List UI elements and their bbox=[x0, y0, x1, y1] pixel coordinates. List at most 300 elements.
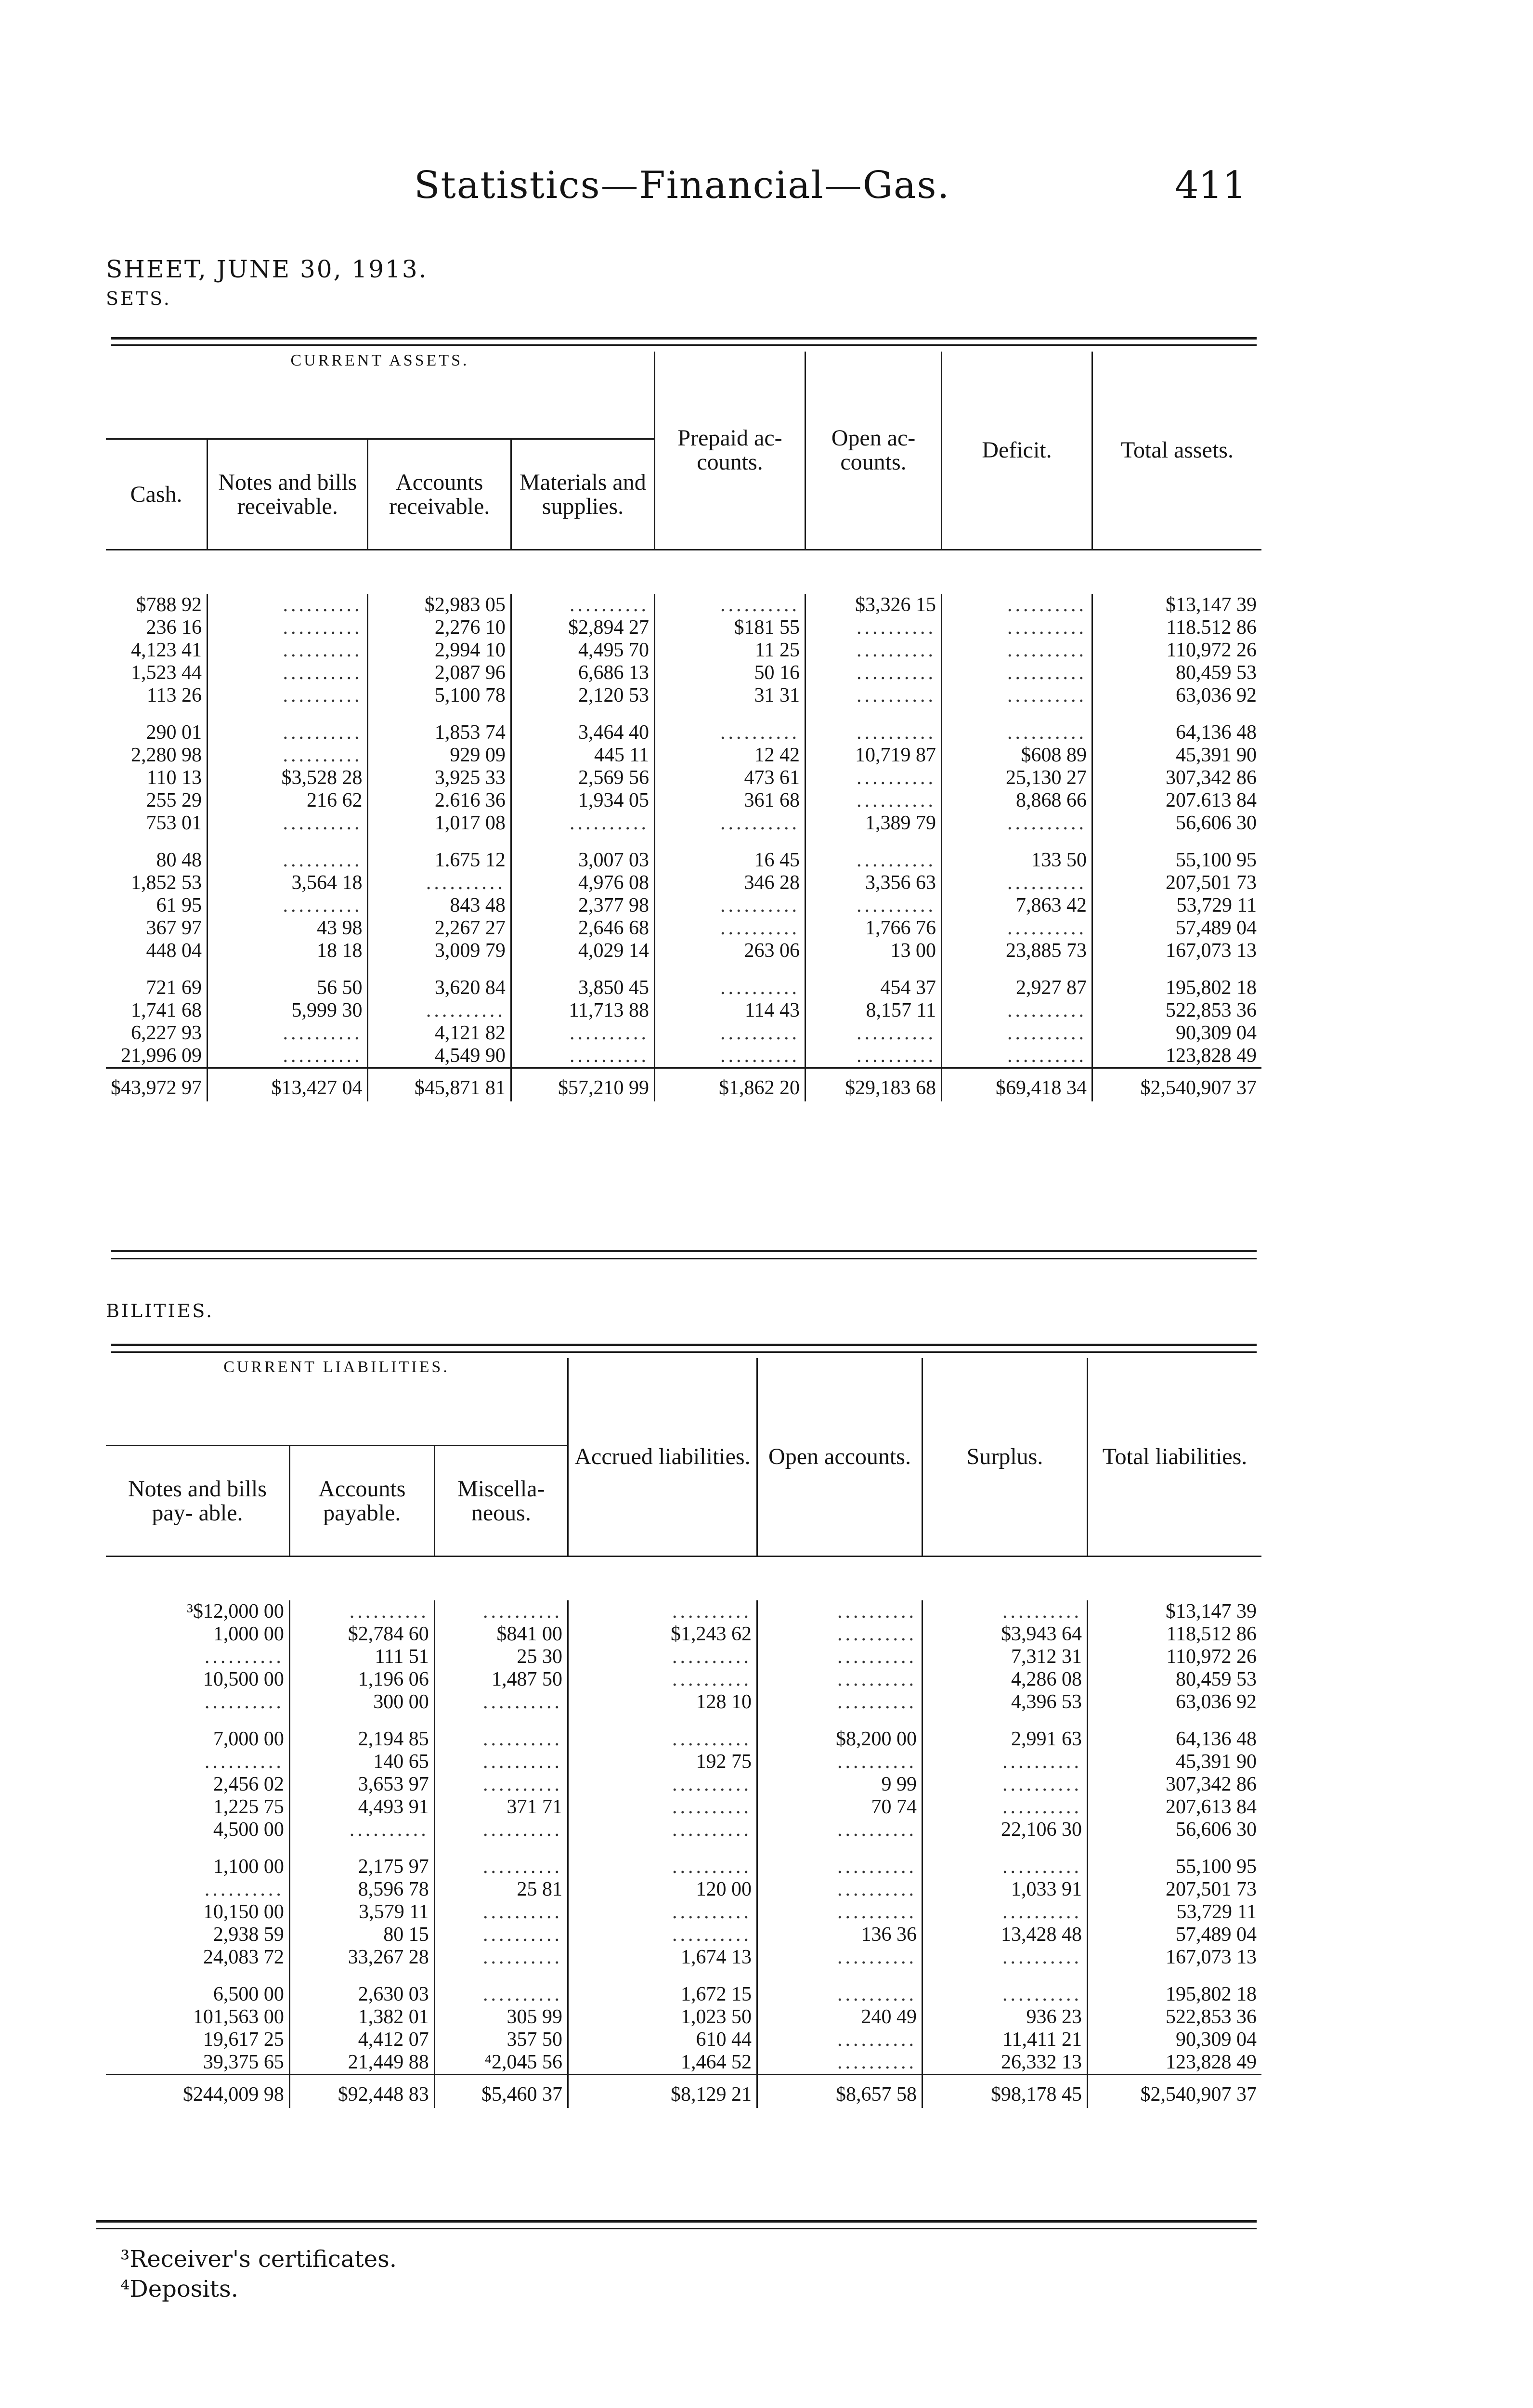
table-cell: 3,464 40 bbox=[511, 707, 654, 744]
table-cell: .......... bbox=[368, 999, 511, 1022]
table-cell: 10,719 87 bbox=[805, 744, 942, 767]
table-cell: 4,549 90 bbox=[368, 1045, 511, 1068]
table-cell: 753 01 bbox=[146, 812, 202, 834]
table-cell: 120 00 bbox=[568, 1878, 757, 1901]
table-cell: 3,564 18 bbox=[208, 872, 368, 894]
table-cell: 4,500 00 bbox=[213, 1819, 284, 1841]
table-cell: .......... bbox=[511, 594, 654, 616]
table-cell: 1,741 68 bbox=[131, 999, 202, 1021]
table-cell: 3,009 79 bbox=[368, 940, 511, 962]
table-row bbox=[106, 707, 1261, 744]
table-cell: 57,489 04 bbox=[1088, 1924, 1262, 1946]
liabilities-column-header: Notes and bills pay- able. bbox=[128, 1476, 267, 1526]
table-row bbox=[106, 872, 1261, 894]
page-number: 411 bbox=[1175, 164, 1247, 207]
table-cell: 4,123 41 bbox=[131, 639, 202, 661]
table-cell: $13,147 39 bbox=[1092, 594, 1262, 616]
table-cell: 371 71 bbox=[434, 1796, 568, 1819]
table-cell: 70 74 bbox=[757, 1796, 922, 1819]
table-cell: 263 06 bbox=[655, 940, 805, 962]
liabilities-top-rule bbox=[111, 1344, 1257, 1346]
table-cell: .......... bbox=[568, 1646, 757, 1668]
table-cell: 1,934 05 bbox=[511, 789, 654, 812]
table-cell: 2,377 98 bbox=[511, 894, 654, 917]
table-cell: 522,853 36 bbox=[1092, 999, 1262, 1022]
table-cell: 361 68 bbox=[655, 789, 805, 812]
total-cell: $244,009 98 bbox=[106, 2075, 289, 2108]
assets-top-rule-2 bbox=[111, 344, 1257, 346]
table-row bbox=[106, 1796, 1261, 1819]
table-cell: 123,828 49 bbox=[1088, 2051, 1262, 2075]
table-row bbox=[106, 594, 1261, 616]
total-cell: $57,210 99 bbox=[511, 1068, 654, 1102]
table-cell: 80,459 53 bbox=[1092, 662, 1262, 684]
table-cell: .......... bbox=[922, 1600, 1088, 1623]
table-cell: 2,267 27 bbox=[368, 917, 511, 940]
table-cell: 63,036 92 bbox=[1088, 1691, 1262, 1714]
table-cell: .......... bbox=[204, 1751, 284, 1773]
table-cell: 39,375 65 bbox=[203, 2051, 284, 2073]
table-cell: 25 30 bbox=[434, 1646, 568, 1668]
table-cell: 1,000 00 bbox=[213, 1623, 284, 1645]
table-cell: 118,512 86 bbox=[1088, 1623, 1262, 1646]
table-cell: 8,157 11 bbox=[805, 999, 942, 1022]
table-cell: 2,194 85 bbox=[289, 1714, 434, 1751]
table-cell: .......... bbox=[655, 812, 805, 835]
table-cell: $2,894 27 bbox=[511, 616, 654, 639]
table-cell: 56,606 30 bbox=[1092, 812, 1262, 835]
liabilities-bottom-rule bbox=[96, 2220, 1257, 2223]
table-row bbox=[106, 812, 1261, 835]
table-cell: 929 09 bbox=[368, 744, 511, 767]
assets-column-header: Deficit. bbox=[942, 352, 1092, 550]
table-cell: 55,100 95 bbox=[1088, 1841, 1262, 1878]
assets-column-header: Total assets. bbox=[1092, 352, 1262, 550]
table-row bbox=[106, 1691, 1261, 1714]
table-cell: 207.613 84 bbox=[1092, 789, 1262, 812]
table-cell: .......... bbox=[942, 662, 1092, 684]
table-cell: 5,100 78 bbox=[368, 684, 511, 707]
table-row bbox=[106, 1773, 1261, 1796]
assets-top-rule bbox=[111, 337, 1257, 340]
table-cell: .......... bbox=[757, 1623, 922, 1646]
table-cell: 2,120 53 bbox=[511, 684, 654, 707]
table-cell: 1,523 44 bbox=[131, 662, 202, 684]
table-cell: 195,802 18 bbox=[1088, 1969, 1262, 2006]
table-cell: 23,885 73 bbox=[942, 940, 1092, 962]
table-cell: 53,729 11 bbox=[1088, 1901, 1262, 1924]
table-cell: 1,674 13 bbox=[568, 1946, 757, 1969]
table-cell: .......... bbox=[204, 1878, 284, 1900]
table-cell: .......... bbox=[942, 999, 1092, 1022]
table-cell: $8,200 00 bbox=[757, 1714, 922, 1751]
table-cell: .......... bbox=[208, 616, 368, 639]
table-cell: 1,382 01 bbox=[289, 2006, 434, 2028]
table-cell: .......... bbox=[655, 894, 805, 917]
table-row bbox=[106, 1969, 1261, 2006]
table-cell: 11,713 88 bbox=[511, 999, 654, 1022]
table-cell: 195,802 18 bbox=[1092, 962, 1262, 999]
table-cell: 16 45 bbox=[655, 835, 805, 872]
table-cell: 4,121 82 bbox=[368, 1022, 511, 1045]
total-cell: $5,460 37 bbox=[434, 2075, 568, 2108]
table-cell: $13,147 39 bbox=[1088, 1600, 1262, 1623]
table-cell: 26,332 13 bbox=[922, 2051, 1088, 2075]
table-cell: 2,276 10 bbox=[368, 616, 511, 639]
table-cell: .......... bbox=[805, 835, 942, 872]
table-cell: 113 26 bbox=[147, 684, 202, 707]
table-cell: .......... bbox=[805, 639, 942, 662]
table-cell: .......... bbox=[757, 1878, 922, 1901]
table-cell: $1,243 62 bbox=[568, 1623, 757, 1646]
table-cell: 4,976 08 bbox=[511, 872, 654, 894]
total-cell: $1,862 20 bbox=[655, 1068, 805, 1102]
table-cell: 90,309 04 bbox=[1088, 2028, 1262, 2051]
table-cell: 3,620 84 bbox=[368, 962, 511, 999]
table-cell: 80,459 53 bbox=[1088, 1668, 1262, 1691]
table-cell: 6,227 93 bbox=[131, 1022, 202, 1044]
table-cell: .......... bbox=[208, 744, 368, 767]
table-cell: $181 55 bbox=[655, 616, 805, 639]
running-head: Statistics—Financial—Gas. bbox=[414, 164, 950, 207]
table-cell: 2,927 87 bbox=[942, 962, 1092, 999]
table-row bbox=[106, 1045, 1261, 1068]
assets-column-header: Materials and supplies. bbox=[511, 439, 654, 550]
table-cell: .......... bbox=[434, 1901, 568, 1924]
table-cell: .......... bbox=[434, 1691, 568, 1714]
table-cell: 357 50 bbox=[434, 2028, 568, 2051]
table-cell: .......... bbox=[568, 1668, 757, 1691]
table-cell: 43 98 bbox=[208, 917, 368, 940]
table-cell: .......... bbox=[434, 1841, 568, 1878]
table-cell: 454 37 bbox=[805, 962, 942, 999]
table-cell: 57,489 04 bbox=[1092, 917, 1262, 940]
table-cell: 3,850 45 bbox=[511, 962, 654, 999]
table-cell: 2,991 63 bbox=[922, 1714, 1088, 1751]
table-cell: .......... bbox=[757, 1751, 922, 1773]
total-cell: $13,427 04 bbox=[208, 1068, 368, 1102]
table-cell: 216 62 bbox=[208, 789, 368, 812]
total-cell: $98,178 45 bbox=[922, 2075, 1088, 2108]
table-row bbox=[106, 789, 1261, 812]
table-cell: .......... bbox=[208, 1022, 368, 1045]
table-cell: .......... bbox=[511, 1022, 654, 1045]
table-row bbox=[106, 1819, 1261, 1841]
table-cell: $788 92 bbox=[136, 594, 202, 616]
table-cell: .......... bbox=[942, 594, 1092, 616]
footnote-receivers-certificates: ³Receiver's certificates. bbox=[120, 2246, 397, 2273]
liabilities-column-header: Total liabilities. bbox=[1088, 1358, 1262, 1557]
table-cell: 4,029 14 bbox=[511, 940, 654, 962]
table-cell: .......... bbox=[655, 962, 805, 999]
table-cell: 445 11 bbox=[511, 744, 654, 767]
table-row bbox=[106, 767, 1261, 789]
table-cell: .......... bbox=[434, 1600, 568, 1623]
table-cell: .......... bbox=[922, 1796, 1088, 1819]
table-cell: 4,495 70 bbox=[511, 639, 654, 662]
table-row bbox=[106, 639, 1261, 662]
total-cell: $92,448 83 bbox=[289, 2075, 434, 2108]
assets-column-header: Notes and bills receivable. bbox=[208, 439, 368, 550]
table-cell: 1,672 15 bbox=[568, 1969, 757, 2006]
table-cell: .......... bbox=[655, 1022, 805, 1045]
table-cell: 10,500 00 bbox=[203, 1668, 284, 1690]
table-cell: 2.616 36 bbox=[368, 789, 511, 812]
table-cell: .......... bbox=[655, 917, 805, 940]
table-cell: 6,500 00 bbox=[213, 1983, 284, 2005]
table-cell: 207,501 73 bbox=[1092, 872, 1262, 894]
table-cell: 2,087 96 bbox=[368, 662, 511, 684]
liabilities-column-header: Accounts payable. bbox=[289, 1446, 434, 1557]
table-row bbox=[106, 1946, 1261, 1969]
table-cell: 4,493 91 bbox=[289, 1796, 434, 1819]
table-cell: 4,396 53 bbox=[922, 1691, 1088, 1714]
table-cell: 3,007 03 bbox=[511, 835, 654, 872]
table-cell: .......... bbox=[208, 1045, 368, 1068]
table-cell: .......... bbox=[757, 1819, 922, 1841]
table-cell: 140 65 bbox=[289, 1751, 434, 1773]
table-cell: .......... bbox=[208, 639, 368, 662]
table-cell: 25,130 27 bbox=[942, 767, 1092, 789]
table-cell: 3,579 11 bbox=[289, 1901, 434, 1924]
table-cell: 64,136 48 bbox=[1088, 1714, 1262, 1751]
table-cell: 1,389 79 bbox=[805, 812, 942, 835]
table-cell: 6,686 13 bbox=[511, 662, 654, 684]
table-cell: .......... bbox=[942, 812, 1092, 835]
table-cell: .......... bbox=[204, 1646, 284, 1668]
table-cell: .......... bbox=[568, 1796, 757, 1819]
table-row bbox=[106, 1878, 1261, 1901]
table-cell: .......... bbox=[208, 835, 368, 872]
table-cell: .......... bbox=[757, 1646, 922, 1668]
assets-table bbox=[106, 352, 1261, 1101]
table-cell: .......... bbox=[942, 872, 1092, 894]
table-cell: .......... bbox=[757, 2028, 922, 2051]
table-cell: 1,100 00 bbox=[213, 1856, 284, 1878]
table-cell: 118.512 86 bbox=[1092, 616, 1262, 639]
liabilities-bottom-rule-2 bbox=[96, 2228, 1257, 2229]
table-cell: 80 48 bbox=[156, 849, 202, 871]
table-cell: 21,449 88 bbox=[289, 2051, 434, 2075]
table-cell: $608 89 bbox=[942, 744, 1092, 767]
table-cell: 255 29 bbox=[146, 789, 202, 811]
table-cell: 721 69 bbox=[146, 977, 202, 999]
table-row bbox=[106, 1600, 1261, 1623]
table-cell: .......... bbox=[942, 616, 1092, 639]
footnotes bbox=[120, 2244, 397, 2304]
total-cell: $29,183 68 bbox=[805, 1068, 942, 1102]
table-cell: $2,784 60 bbox=[289, 1623, 434, 1646]
table-cell: .......... bbox=[757, 1969, 922, 2006]
table-cell: .......... bbox=[208, 707, 368, 744]
liabilities-column-header: Open accounts. bbox=[757, 1358, 922, 1557]
table-cell: .......... bbox=[922, 1901, 1088, 1924]
table-cell: .......... bbox=[655, 594, 805, 616]
table-cell: 136 36 bbox=[757, 1924, 922, 1946]
table-cell: 307,342 86 bbox=[1088, 1773, 1262, 1796]
table-cell: 31 31 bbox=[655, 684, 805, 707]
table-cell: 21,996 09 bbox=[121, 1045, 202, 1067]
table-cell: 80 15 bbox=[289, 1924, 434, 1946]
table-cell: .......... bbox=[942, 917, 1092, 940]
total-cell: $2,540,907 37 bbox=[1092, 1068, 1262, 1102]
table-cell: .......... bbox=[511, 1045, 654, 1068]
table-cell: 1,464 52 bbox=[568, 2051, 757, 2075]
table-cell: 167,073 13 bbox=[1088, 1946, 1262, 1969]
table-cell: 240 49 bbox=[757, 2006, 922, 2028]
table-cell: 50 16 bbox=[655, 662, 805, 684]
table-cell: .......... bbox=[434, 1946, 568, 1969]
table-cell: .......... bbox=[434, 1924, 568, 1946]
table-cell: 2,994 10 bbox=[368, 639, 511, 662]
table-row bbox=[106, 1924, 1261, 1946]
table-cell: 1,487 50 bbox=[434, 1668, 568, 1691]
total-cell: $2,540,907 37 bbox=[1088, 2075, 1262, 2108]
table-cell: 300 00 bbox=[289, 1691, 434, 1714]
liabilities-heading: BILITIES. bbox=[106, 1300, 214, 1322]
table-cell: 290 01 bbox=[146, 721, 202, 744]
table-cell: .......... bbox=[805, 894, 942, 917]
totals-row bbox=[106, 1068, 1261, 1102]
assets-column-header: Open ac- counts. bbox=[805, 352, 942, 550]
table-cell: 1.675 12 bbox=[368, 835, 511, 872]
table-row bbox=[106, 1022, 1261, 1045]
table-cell: 11,411 21 bbox=[922, 2028, 1088, 2051]
table-cell: 45,391 90 bbox=[1088, 1751, 1262, 1773]
table-cell: 192 75 bbox=[568, 1751, 757, 1773]
table-cell: .......... bbox=[757, 1668, 922, 1691]
table-cell: .......... bbox=[942, 707, 1092, 744]
table-cell: 522,853 36 bbox=[1088, 2006, 1262, 2028]
table-cell: 7,000 00 bbox=[213, 1728, 284, 1750]
table-cell: 8,868 66 bbox=[942, 789, 1092, 812]
table-cell: 9 99 bbox=[757, 1773, 922, 1796]
table-cell: .......... bbox=[568, 1841, 757, 1878]
table-cell: .......... bbox=[204, 1691, 284, 1713]
table-cell: 1,033 91 bbox=[922, 1878, 1088, 1901]
table-cell: 11 25 bbox=[655, 639, 805, 662]
table-cell: .......... bbox=[805, 684, 942, 707]
assets-heading: SETS. bbox=[106, 288, 171, 309]
table-cell: 307,342 86 bbox=[1092, 767, 1262, 789]
table-cell: .......... bbox=[922, 1751, 1088, 1773]
assets-group-header: CURRENT ASSETS. bbox=[106, 352, 655, 439]
table-cell: 45,391 90 bbox=[1092, 744, 1262, 767]
table-cell: 24,083 72 bbox=[203, 1946, 284, 1968]
table-cell: .......... bbox=[757, 1841, 922, 1878]
liabilities-group-header: CURRENT LIABILITIES. bbox=[106, 1358, 568, 1446]
table-cell: 13 00 bbox=[805, 940, 942, 962]
table-row bbox=[106, 662, 1261, 684]
table-cell: .......... bbox=[568, 1901, 757, 1924]
table-cell: 2,630 03 bbox=[289, 1969, 434, 2006]
table-cell: 473 61 bbox=[655, 767, 805, 789]
table-cell: $3,528 28 bbox=[208, 767, 368, 789]
table-cell: .......... bbox=[922, 1841, 1088, 1878]
total-cell: $45,871 81 bbox=[368, 1068, 511, 1102]
table-cell: .......... bbox=[805, 789, 942, 812]
table-cell: ³$12,000 00 bbox=[187, 1600, 284, 1623]
table-cell: .......... bbox=[208, 662, 368, 684]
table-cell: .......... bbox=[805, 707, 942, 744]
table-cell: $2,983 05 bbox=[368, 594, 511, 616]
table-cell: 236 16 bbox=[146, 616, 202, 639]
table-cell: 128 10 bbox=[568, 1691, 757, 1714]
table-row bbox=[106, 940, 1261, 962]
table-cell: 448 04 bbox=[146, 940, 202, 962]
table-cell: 1,853 74 bbox=[368, 707, 511, 744]
table-row bbox=[106, 1901, 1261, 1924]
table-row bbox=[106, 894, 1261, 917]
table-cell: 1,766 76 bbox=[805, 917, 942, 940]
total-cell: $8,129 21 bbox=[568, 2075, 757, 2108]
table-cell: .......... bbox=[655, 707, 805, 744]
table-cell: .......... bbox=[289, 1600, 434, 1623]
table-cell: 3,653 97 bbox=[289, 1773, 434, 1796]
assets-bottom-rule-2 bbox=[111, 1258, 1257, 1259]
table-row bbox=[106, 744, 1261, 767]
table-cell: 1,225 75 bbox=[213, 1796, 284, 1818]
table-cell: .......... bbox=[568, 1773, 757, 1796]
table-cell: .......... bbox=[208, 894, 368, 917]
table-cell: .......... bbox=[655, 1045, 805, 1068]
table-cell: 61 95 bbox=[156, 894, 202, 916]
table-cell: 2,175 97 bbox=[289, 1841, 434, 1878]
table-cell: .......... bbox=[922, 1946, 1088, 1969]
table-row bbox=[106, 1841, 1261, 1878]
table-cell: .......... bbox=[805, 662, 942, 684]
liabilities-table bbox=[106, 1358, 1261, 2108]
table-cell: 22,106 30 bbox=[922, 1819, 1088, 1841]
table-row bbox=[106, 2028, 1261, 2051]
table-cell: .......... bbox=[208, 684, 368, 707]
table-cell: 4,412 07 bbox=[289, 2028, 434, 2051]
table-row bbox=[106, 1646, 1261, 1668]
table-cell: 7,863 42 bbox=[942, 894, 1092, 917]
table-cell: 19,617 25 bbox=[203, 2028, 284, 2051]
table-cell: 367 97 bbox=[146, 917, 202, 939]
table-row bbox=[106, 2006, 1261, 2028]
table-cell: 13,428 48 bbox=[922, 1924, 1088, 1946]
table-cell: .......... bbox=[805, 1022, 942, 1045]
table-cell: .......... bbox=[208, 812, 368, 835]
table-cell: 1,852 53 bbox=[131, 872, 202, 894]
table-row bbox=[106, 2051, 1261, 2075]
table-cell: .......... bbox=[757, 1946, 922, 1969]
table-cell: .......... bbox=[568, 1819, 757, 1841]
table-cell: 56,606 30 bbox=[1088, 1819, 1262, 1841]
table-cell: 7,312 31 bbox=[922, 1646, 1088, 1668]
table-cell: 4,286 08 bbox=[922, 1668, 1088, 1691]
table-cell: .......... bbox=[942, 1022, 1092, 1045]
table-cell: .......... bbox=[434, 1969, 568, 2006]
table-cell: .......... bbox=[942, 1045, 1092, 1068]
table-cell: 610 44 bbox=[568, 2028, 757, 2051]
table-cell: 10,150 00 bbox=[203, 1901, 284, 1923]
table-cell: 207,501 73 bbox=[1088, 1878, 1262, 1901]
table-cell: .......... bbox=[289, 1819, 434, 1841]
table-cell: 64,136 48 bbox=[1092, 707, 1262, 744]
table-cell: .......... bbox=[208, 594, 368, 616]
table-cell: 2,280 98 bbox=[131, 744, 202, 766]
table-cell: 305 99 bbox=[434, 2006, 568, 2028]
table-cell: 1,023 50 bbox=[568, 2006, 757, 2028]
table-cell: $841 00 bbox=[434, 1623, 568, 1646]
table-cell: .......... bbox=[805, 767, 942, 789]
table-cell: 2,456 02 bbox=[213, 1773, 284, 1795]
table-cell: .......... bbox=[434, 1714, 568, 1751]
table-cell: 3,356 63 bbox=[805, 872, 942, 894]
